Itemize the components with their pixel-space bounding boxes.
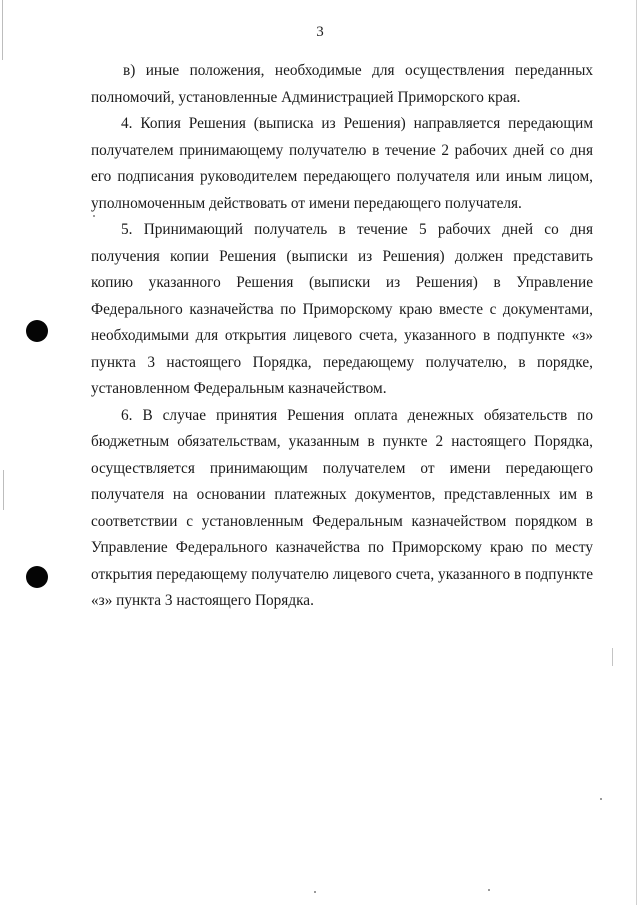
paragraph-5: 5. Принимающий получатель в течение 5 рабочих дней со дня получения копии Решения (выписки из Решения) должен представить копию указанного Решения (выписки из Решения) в Управление Федерального казначейства по Приморскому краю вместе с документами, необходимыми для открытия лицевого счета, указанного в подпункте «з» пункта 3 настоящего Порядка, передающему получателю, в порядке, установленном Федеральным казначейством.	[91, 221, 593, 397]
scan-edge-mark	[636, 0, 637, 905]
scan-speck	[314, 891, 316, 893]
page-number: 3	[316, 24, 324, 40]
document-body	[91, 58, 593, 615]
scan-speck	[612, 648, 613, 666]
scan-speck	[488, 889, 490, 891]
paragraph-item-v: в) иные положения, необходимые для осуществления переданных полномочий, установленные Администрацией Приморского края.	[91, 62, 593, 106]
paragraph-6: 6. В случае принятия Решения оплата денежных обязательств по бюджетным обязательствам, указанным в пункте 2 настоящего Порядка, осуществляется принимающим получателем от имени передающего получателя на основании платежных документов, представленных им в соответствии с установленным Федеральным казначейством порядком в Управление Федерального казначейства по Приморскому краю по месту открытия передающему получателю лицевого счета, указанного в подпункте «з» пункта 3 настоящего Порядка.	[91, 406, 593, 609]
punch-hole-mark	[26, 566, 48, 588]
scan-edge-mark	[3, 470, 4, 510]
scan-speck	[93, 215, 95, 217]
punch-hole-mark	[26, 320, 48, 342]
scan-speck	[600, 798, 602, 800]
paragraph-4: 4. Копия Решения (выписка из Решения) направляется передающим получателем принимающему получателю в течение 2 рабочих дней со дня его подписания руководителем передающего получателя или иным лицом, уполномоченным действовать от имени передающего получателя.	[91, 115, 593, 212]
